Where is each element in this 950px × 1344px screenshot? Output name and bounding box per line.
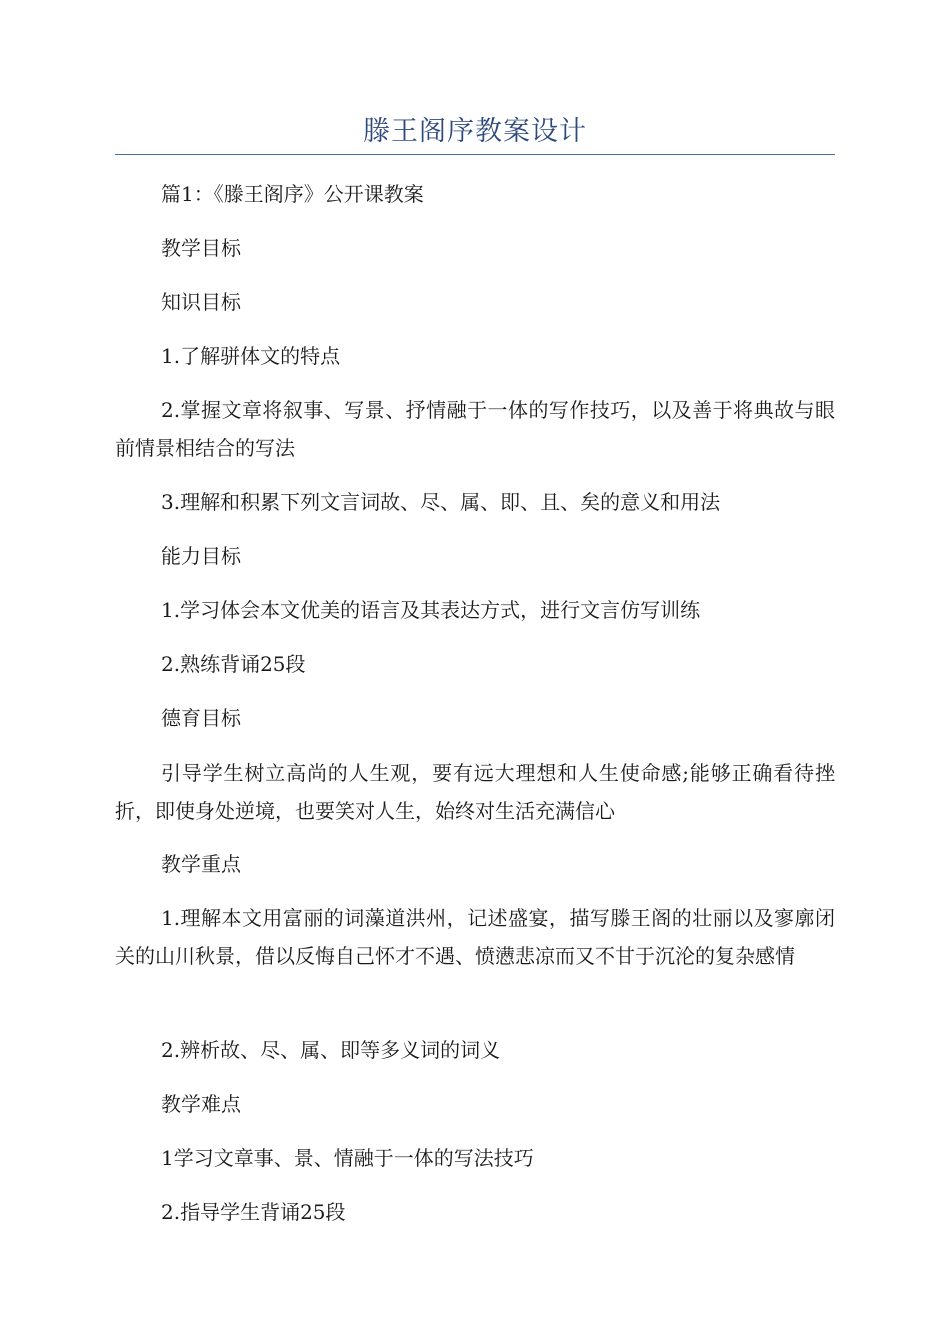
paragraph-heading: 知识目标 bbox=[161, 290, 241, 314]
paragraph: 1.理解本文用富丽的词藻道洪州，记述盛宴，描写滕王阁的壮丽以及寥廓闭关的山川秋景，借以反悔自己怀才不遇、愤懑悲凉而又不甘于沉沦的复杂感情 bbox=[115, 906, 835, 968]
paragraph-heading: 能力目标 bbox=[161, 544, 241, 568]
paragraph-heading: 德育目标 bbox=[161, 706, 241, 730]
paragraph: 2.辨析故、尽、属、即等多义词的词义 bbox=[161, 1038, 501, 1062]
paragraph: 2.熟练背诵25段 bbox=[161, 652, 306, 676]
paragraph: 引导学生树立高尚的人生观，要有远大理想和人生使命感;能够正确看待挫折，即使身处逆境，也要笑对人生，始终对生活充满信心 bbox=[115, 761, 835, 823]
paragraph: 2.掌握文章将叙事、写景、抒情融于一体的写作技巧，以及善于将典故与眼前情景相结合的写法 bbox=[115, 398, 835, 460]
paragraph-heading: 教学重点 bbox=[161, 852, 241, 876]
paragraph-heading: 教学目标 bbox=[161, 236, 241, 260]
paragraph: 1学习文章事、景、情融于一体的写法技巧 bbox=[161, 1146, 534, 1170]
document-title: 滕王阁序教案设计 bbox=[363, 116, 587, 147]
title-divider bbox=[115, 154, 835, 155]
paragraph: 2.指导学生背诵25段 bbox=[161, 1200, 346, 1224]
paragraph: 3.理解和积累下列文言词故、尽、属、即、且、矣的意义和用法 bbox=[161, 490, 721, 514]
paragraph: 1.了解骈体文的特点 bbox=[161, 344, 341, 368]
paragraph-section-heading: 篇1：《滕王阁序》公开课教案 bbox=[161, 182, 424, 206]
paragraph-heading: 教学难点 bbox=[161, 1092, 241, 1116]
paragraph: 1.学习体会本文优美的语言及其表达方式，进行文言仿写训练 bbox=[161, 598, 701, 622]
